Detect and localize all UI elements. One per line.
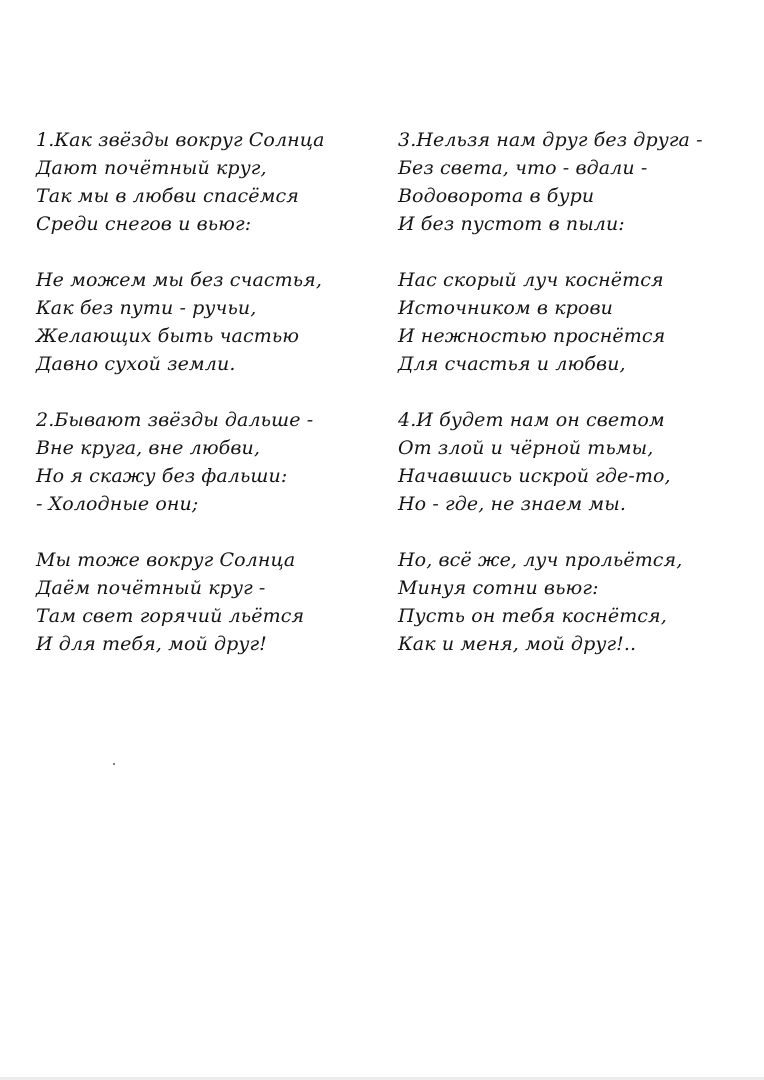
poem-line: Но - где, не знаем мы. xyxy=(398,493,626,515)
scan-speck xyxy=(113,763,115,765)
poem-line: 1.Как звёзды вокруг Солнца xyxy=(36,129,325,151)
stanza-6 xyxy=(398,266,748,378)
poem-line: И нежностью проснётся xyxy=(398,325,666,347)
poem-line: Водоворота в бури xyxy=(398,185,595,207)
stanza-2 xyxy=(36,266,386,378)
poem-line: От злой и чёрной тьмы, xyxy=(398,437,654,459)
stanza-5 xyxy=(398,126,748,238)
stanza-7 xyxy=(398,406,748,518)
poem-line: Желающих быть частью xyxy=(36,325,300,347)
poem-left-column xyxy=(36,126,386,686)
poem-line: 2.Бывают звёзды дальше - xyxy=(36,409,314,431)
poem-line: Как и меня, мой друг!.. xyxy=(398,633,637,655)
poem-line: - Холодные они; xyxy=(36,493,199,515)
stanza-4 xyxy=(36,546,386,658)
poem-line: Без света, что - вдали - xyxy=(398,157,648,179)
poem-line: Но, всё же, луч прольётся, xyxy=(398,549,683,571)
poem-right-column xyxy=(398,126,748,686)
poem-line: Дают почётный круг, xyxy=(36,157,267,179)
poem-line: Источником в крови xyxy=(398,297,613,319)
poem-line: И без пустот в пыли: xyxy=(398,213,625,235)
stanza-1 xyxy=(36,126,386,238)
poem-line: Среди снегов и вьюг: xyxy=(36,213,252,235)
poem-line: Не можем мы без счастья, xyxy=(36,269,322,291)
stanza-8 xyxy=(398,546,748,658)
poem-line: И для тебя, мой друг! xyxy=(36,633,267,655)
poem-line: Давно сухой земли. xyxy=(36,353,236,375)
poem-line: Как без пути - ручьи, xyxy=(36,297,257,319)
poem-line: Нас скорый луч коснётся xyxy=(398,269,664,291)
poem-line: Даём почётный круг - xyxy=(36,577,266,599)
poem-line: Мы тоже вокруг Солнца xyxy=(36,549,296,571)
poem-line: Но я скажу без фальши: xyxy=(36,465,288,487)
poem-line: Начавшись искрой где-то, xyxy=(398,465,671,487)
poem-line: 4.И будет нам он светом xyxy=(398,409,665,431)
poem-line: Вне круга, вне любви, xyxy=(36,437,261,459)
poem-line: Пусть он тебя коснётся, xyxy=(398,605,667,627)
stanza-3 xyxy=(36,406,386,518)
poem-line: Так мы в любви спасёмся xyxy=(36,185,299,207)
poem-line: Там свет горячий льётся xyxy=(36,605,305,627)
poem-line: Минуя сотни вьюг: xyxy=(398,577,599,599)
poem-line: Для счастья и любви, xyxy=(398,353,626,375)
poem-line: 3.Нельзя нам друг без друга - xyxy=(398,129,703,151)
